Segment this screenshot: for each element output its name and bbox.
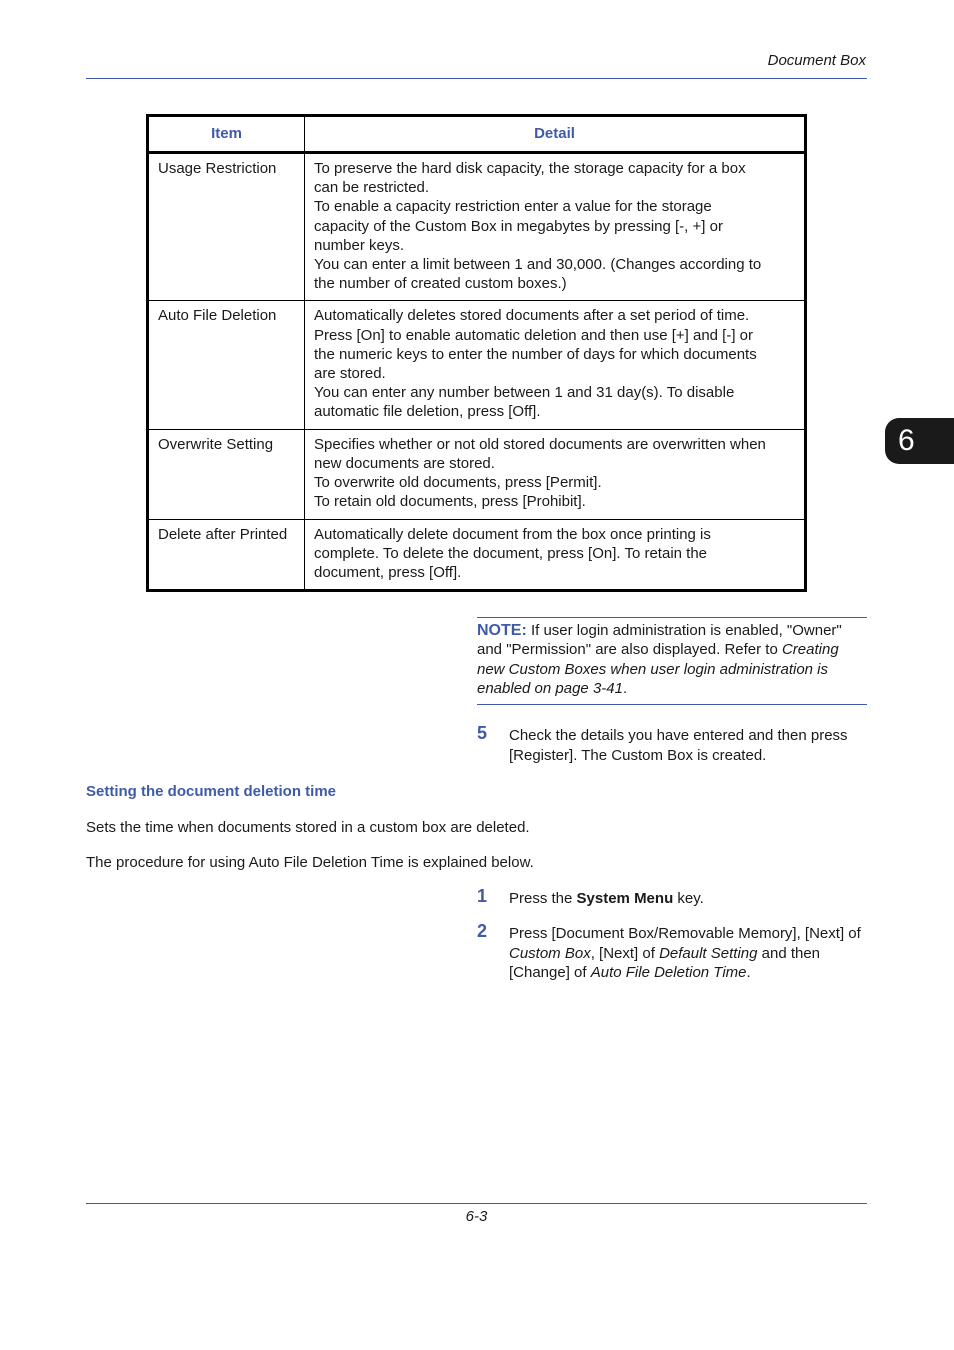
detail-line: are stored.: [314, 365, 386, 383]
setting-name: Custom Box: [509, 944, 591, 962]
detail-line: To enable a capacity restriction enter a value for the storage: [314, 198, 712, 216]
footer-rule: [86, 1203, 867, 1204]
detail-line: To retain old documents, press [Prohibit].: [314, 493, 586, 511]
header-title: Document Box: [767, 52, 866, 69]
step-number: 5: [477, 723, 488, 743]
step-text: Check the details you have entered and then press [Register]. The Custom Box is created.: [509, 727, 848, 764]
detail-line: You can enter a limit between 1 and 30,000. (Changes according to: [314, 256, 762, 274]
section-paragraph: The procedure for using Auto File Deletion Time is explained below.: [86, 854, 534, 871]
section-paragraph: Sets the time when documents stored in a custom box are deleted.: [86, 819, 530, 836]
note-end: .: [622, 679, 628, 697]
settings-table: [146, 114, 807, 592]
table-row: [148, 519, 806, 591]
step-number: 2: [477, 921, 488, 941]
row-item: Auto File Deletion: [148, 301, 305, 429]
table-row: [148, 301, 806, 429]
row-item: Overwrite Setting: [148, 429, 305, 519]
step-text-part: key.: [673, 890, 704, 907]
detail-line: capacity of the Custom Box in megabytes by pressing [-, +] or: [314, 217, 723, 235]
detail-line: Automatically deletes stored documents after a set period of time.: [314, 307, 750, 325]
note-text: If user login administration is enabled, "Owner" and "Permission" are also displayed. Refer to: [477, 622, 842, 659]
table-header-row: [148, 116, 806, 153]
detail-line: can be restricted.: [314, 179, 430, 197]
detail-line: new documents are stored.: [314, 454, 495, 472]
page-number: 6-3: [465, 1208, 488, 1225]
step-text-part: Press [Document Box/Removable Memory], [Next] of: [509, 925, 861, 942]
note-label: NOTE:: [477, 622, 527, 639]
setting-name: Auto File Deletion Time: [590, 964, 747, 981]
row-detail: [305, 301, 806, 429]
detail-line: To preserve the hard disk capacity, the storage capacity for a box: [314, 160, 746, 177]
detail-line: Press [On] to enable automatic deletion and then use [+] and [-] or: [314, 326, 754, 344]
detail-line: Specifies whether or not old stored documents are overwritten when: [314, 435, 766, 453]
step-number: 1: [477, 886, 488, 906]
step-text-part: , [Next] of: [590, 944, 660, 962]
note-box: [477, 617, 867, 705]
detail-line: You can enter any number between 1 and 31 day(s). To disable: [314, 384, 735, 402]
step-text-part: .: [746, 964, 751, 981]
detail-line: the numeric keys to enter the number of days for which documents: [314, 345, 757, 363]
row-detail: [305, 519, 806, 591]
detail-line: the number of created custom boxes.): [314, 275, 567, 293]
step-text: [509, 889, 867, 909]
table-row: [148, 153, 806, 301]
detail-line: complete. To delete the document, press [On]. To retain the: [314, 544, 708, 562]
table-row: [148, 429, 806, 519]
column-header-detail: Detail: [305, 116, 806, 153]
step-text-part: and then [Change] of: [509, 944, 821, 981]
step-5: [477, 723, 867, 765]
detail-line: Automatically delete document from the box once printing is: [314, 525, 711, 543]
column-header-item: Item: [148, 116, 305, 153]
setting-name: Default Setting: [659, 944, 758, 962]
row-detail: [305, 429, 806, 519]
chapter-tab: 6: [885, 418, 954, 464]
detail-line: To overwrite old documents, press [Permit].: [314, 474, 602, 492]
detail-line: number keys.: [314, 236, 405, 254]
detail-line: automatic file deletion, press [Off].: [314, 403, 541, 421]
header-rule: [86, 78, 867, 79]
row-item: Delete after Printed: [148, 519, 305, 591]
row-detail: [305, 153, 806, 301]
step-2: [477, 921, 867, 983]
detail-line: document, press [Off].: [314, 564, 462, 582]
row-item: Usage Restriction: [148, 153, 305, 301]
step-1: [477, 886, 867, 909]
step-text-part: Press the: [509, 890, 577, 907]
note-reference: Creating new Custom Boxes when user login administration is enabled on page 3-41: [477, 641, 839, 697]
section-heading: Setting the document deletion time: [86, 783, 337, 800]
step-text: [509, 924, 867, 983]
key-name: System Menu: [576, 890, 674, 907]
